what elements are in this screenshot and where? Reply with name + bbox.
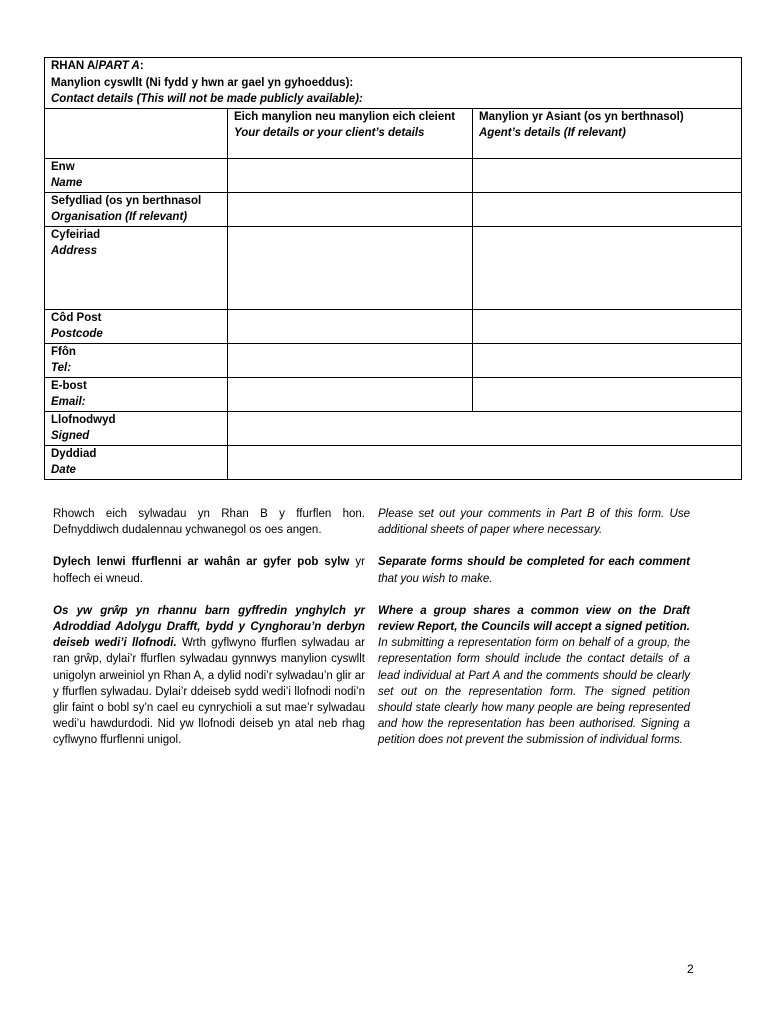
row-label-address bbox=[45, 226, 228, 309]
part-a-heading-colon: : bbox=[139, 60, 144, 72]
name-agent-field[interactable] bbox=[473, 158, 742, 192]
english-p2-bold: Separate forms should be completed for each comment bbox=[378, 556, 690, 569]
english-paragraph-1: Please set out your comments in Part B of this form. Use additional sheets of paper where necessary. bbox=[378, 508, 690, 537]
page-number: 2 bbox=[687, 962, 694, 976]
postcode-agent-field[interactable] bbox=[473, 309, 742, 343]
postcode-your-field[interactable] bbox=[228, 309, 473, 343]
row-label-cy: Côd Post bbox=[51, 311, 102, 324]
english-p2-rest: that you wish to make. bbox=[378, 572, 493, 585]
agent-details-header bbox=[473, 108, 742, 158]
row-label-cy: E-bost bbox=[51, 379, 87, 392]
english-paragraph-3 bbox=[378, 603, 690, 749]
part-a-heading-en: PART A bbox=[98, 60, 140, 72]
blank-header-cell bbox=[45, 108, 228, 158]
part-a-subtitle-en: Contact details (This will not be made publicly available): bbox=[51, 93, 363, 105]
welsh-paragraph-3 bbox=[53, 603, 365, 749]
contact-details-table bbox=[44, 57, 742, 480]
row-label-en: Tel: bbox=[51, 362, 72, 374]
address-agent-field[interactable] bbox=[473, 226, 742, 309]
row-label-en: Name bbox=[51, 177, 83, 189]
english-instructions bbox=[378, 506, 690, 765]
row-label-date bbox=[45, 445, 228, 479]
part-a-heading-cy: RHAN A/ bbox=[51, 60, 99, 72]
english-p3-bold: Where a group shares a common view on the Draft review Report, the Councils will accept a signed petition. bbox=[378, 604, 690, 634]
row-label-tel bbox=[45, 343, 228, 377]
name-your-field[interactable] bbox=[228, 158, 473, 192]
row-label-cy: Enw bbox=[51, 160, 75, 173]
row-label-organisation bbox=[45, 192, 228, 226]
signed-field[interactable] bbox=[228, 411, 742, 445]
organisation-agent-field[interactable] bbox=[473, 192, 742, 226]
welsh-p3-bold: Os yw grŵp yn rhannu barn gyffredin ynghylch yr Adroddiad Adolygu Drafft, bydd y Cynghorau’n derbyn deiseb wedi’i llofnodi. bbox=[53, 604, 365, 650]
welsh-p2-bold: Dylech lenwi ffurflenni ar wahân ar gyfer pob sylw bbox=[53, 556, 350, 569]
agent-details-header-cy: Manylion yr Asiant (os yn berthnasol) bbox=[479, 110, 684, 123]
welsh-instructions bbox=[53, 506, 365, 765]
date-field[interactable] bbox=[228, 445, 742, 479]
row-label-en: Postcode bbox=[51, 328, 103, 340]
row-label-en: Email: bbox=[51, 396, 86, 408]
your-details-header-cy: Eich manylion neu manylion eich cleient bbox=[234, 110, 456, 123]
email-agent-field[interactable] bbox=[473, 377, 742, 411]
english-paragraph-2 bbox=[378, 554, 690, 586]
part-a-subtitle-cy: Manylion cyswllt (Ni fydd y hwn ar gael yn gyhoeddus): bbox=[51, 76, 354, 89]
welsh-paragraph-1: Rhowch eich sylwadau yn Rhan B y ffurflen hon. Defnyddiwch dudalennau ychwanegol os oes angen. bbox=[53, 508, 365, 537]
row-label-email bbox=[45, 377, 228, 411]
row-label-cy: Llofnodwyd bbox=[51, 413, 116, 426]
row-label-en: Signed bbox=[51, 430, 90, 442]
address-your-field[interactable] bbox=[228, 226, 473, 309]
tel-agent-field[interactable] bbox=[473, 343, 742, 377]
agent-details-header-en: Agent’s details (If relevant) bbox=[479, 127, 626, 139]
row-label-en: Date bbox=[51, 464, 76, 476]
organisation-your-field[interactable] bbox=[228, 192, 473, 226]
row-label-en: Address bbox=[51, 245, 98, 257]
your-details-header bbox=[228, 108, 473, 158]
english-p3-rest: In submitting a representation form on behalf of a group, the representation form should include the contact details of a lead individual at Part A and the comments should be clearly set out on the representation form. The signed petition should state clearly how many people are being represented and how the representation has been authorised. Signing a petition does not prevent the submission of individual forms. bbox=[378, 637, 690, 747]
row-label-postcode bbox=[45, 309, 228, 343]
row-label-en: Organisation (If relevant) bbox=[51, 211, 188, 223]
row-label-cy: Ffôn bbox=[51, 345, 76, 358]
row-label-signed bbox=[45, 411, 228, 445]
part-a-header bbox=[45, 58, 742, 109]
your-details-header-en: Your details or your client’s details bbox=[234, 127, 425, 139]
tel-your-field[interactable] bbox=[228, 343, 473, 377]
row-label-cy: Sefydliad (os yn berthnasol bbox=[51, 194, 202, 207]
welsh-p3-rest: Wrth gyflwyno ffurflen sylwadau ar ran grŵp, dylai’r ffurflen sylwadau gynnwys manylion cyswllt unigolyn arweiniol yn Rhan A, a dylid nodi’r sylwadau’n glir ar y ffurflen sylwadau. Dylai’r ddeiseb sydd wedi’i llofnodi nodi’n glir faint o bobl sy’n cael eu cynrychioli a sut mae’r sylwadau wedi’u hawdurdodi. Nid yw llofnodi deiseb yn atal neb rhag cyflwyno ffurflenni unigol. bbox=[53, 637, 365, 747]
welsh-paragraph-2 bbox=[53, 554, 365, 586]
row-label-cy: Cyfeiriad bbox=[51, 228, 101, 241]
welsh-p2-rest: yr hoffech ei wneud. bbox=[53, 556, 365, 585]
row-label-cy: Dyddiad bbox=[51, 447, 97, 460]
email-your-field[interactable] bbox=[228, 377, 473, 411]
row-label-name bbox=[45, 158, 228, 192]
